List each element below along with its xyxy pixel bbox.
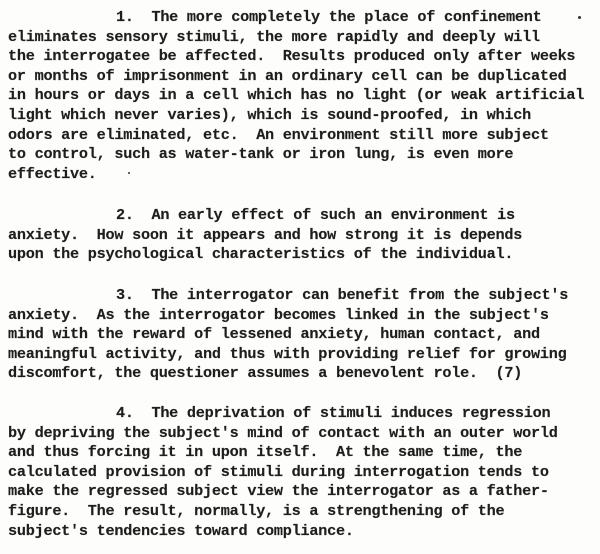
paragraph-1 xyxy=(8,8,584,184)
paragraph-1-line-8: to control, such as water-tank or iron lung, is even more xyxy=(8,145,514,164)
paragraph-2-line-2: anxiety. How soon it appears and how strong it is depends xyxy=(8,225,523,244)
paragraph-4-line-1: 4. The deprivation of stimuli induces regression xyxy=(116,404,551,422)
scan-speck xyxy=(128,172,130,174)
paragraph-3-line-4: meaningful activity, and thus with providing relief for growing xyxy=(8,344,567,363)
paragraph-1-line-6: light which never varies), which is sound-proofed, in which xyxy=(8,105,531,124)
paragraph-4-line-3: and thus forcing it in upon itself. At the same time, the xyxy=(8,443,523,462)
paragraph-2-line-1: 2. An early effect of such an environment is xyxy=(116,206,515,224)
paragraph-4-line-6: figure. The result, normally, is a strengthening of the xyxy=(8,501,505,520)
paragraph-1-line-3: the interrogatee be affected. Results produced only after weeks xyxy=(8,47,576,66)
paragraph-3-line-1: 3. The interrogator can benefit from the subject's xyxy=(116,286,569,304)
paragraph-2 xyxy=(8,206,522,265)
paragraph-4 xyxy=(8,404,558,541)
paragraph-3-line-5: discomfort, the questioner assumes a benevolent role. (7) xyxy=(8,364,523,383)
paragraph-1-line-5: in hours or days in a cell which has no light (or weak artificial xyxy=(8,86,585,105)
paragraph-3-line-2: anxiety. As the interrogator becomes linked in the subject's xyxy=(8,305,549,324)
paragraph-4-line-5: make the regressed subject view the interrogator as a father- xyxy=(8,482,549,501)
paragraph-4-line-7: subject's tendencies toward compliance. xyxy=(8,521,354,540)
paragraph-1-line-1: 1. The more completely the place of confinement xyxy=(116,8,542,26)
paragraph-1-line-2: eliminates sensory stimuli, the more rapidly and deeply will xyxy=(8,27,540,46)
paragraph-1-line-4: or months of imprisonment in an ordinary cell can be duplicated xyxy=(8,66,567,85)
paragraph-2-line-3: upon the psychological characteristics of the individual. xyxy=(8,245,514,264)
paragraph-3 xyxy=(8,286,568,384)
paragraph-4-line-2: by depriving the subject's mind of contact with an outer world xyxy=(8,423,558,442)
scan-speck xyxy=(578,16,581,19)
paragraph-4-line-4: calculated provision of stimuli during interrogation tends to xyxy=(8,462,549,481)
paragraph-1-line-7: odors are eliminated, etc. An environment still more subject xyxy=(8,125,549,144)
paragraph-3-line-3: mind with the reward of lessened anxiety, human contact, and xyxy=(8,325,540,344)
paragraph-1-line-9: effective. xyxy=(8,164,97,183)
